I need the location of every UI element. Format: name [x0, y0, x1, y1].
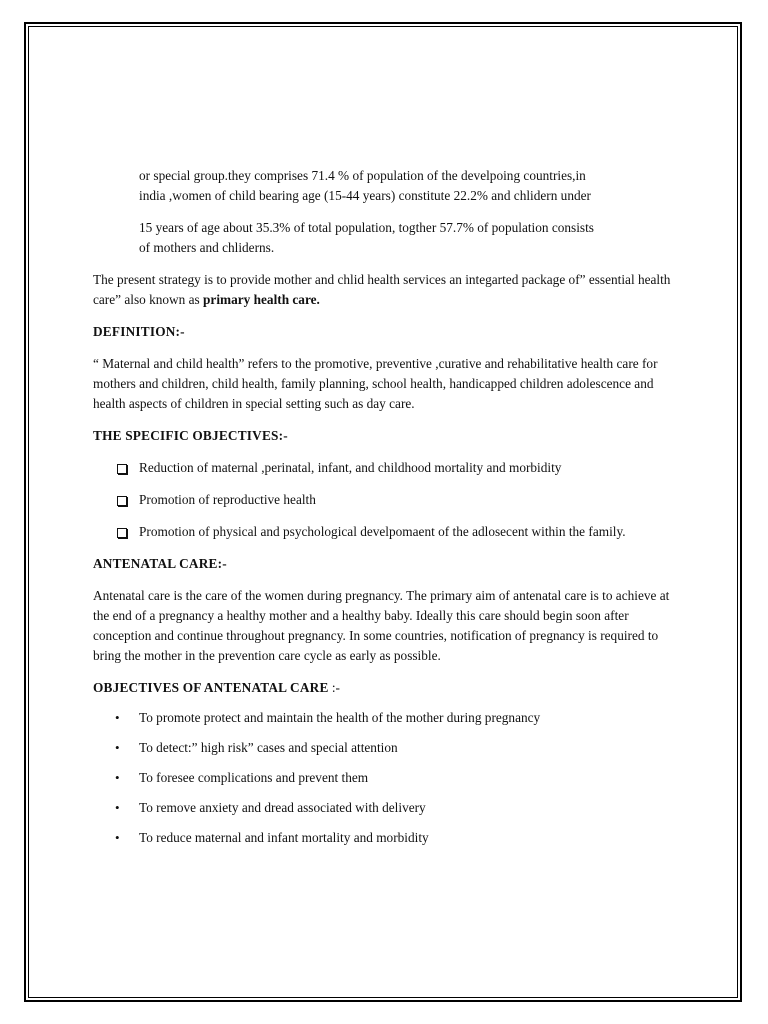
- intro-line-2: india ,women of child bearing age (15-44 years) constitute 22.2% and chlidern under: [139, 188, 591, 203]
- antenatal-objectives-heading: [93, 678, 677, 698]
- list-item: [93, 522, 677, 542]
- list-item: [93, 798, 677, 818]
- objective-text: Promotion of physical and psychological develpomaent of the adlosecent within the family.: [139, 524, 626, 539]
- definition-text: “ Maternal and child health” refers to the promotive, preventive ,curative and rehabilitative health care for mothers and children, child health, family planning, school health, handicapped children adolescence and health aspects of children in special setting such as day care.: [93, 356, 658, 411]
- bullet-icon: •: [115, 740, 120, 755]
- list-item: [93, 458, 677, 478]
- list-item: [93, 708, 677, 728]
- antenatal-objective-text: To promote protect and maintain the health of the mother during pregnancy: [139, 710, 541, 725]
- checkbox-icon: [117, 464, 127, 474]
- antenatal-text: Antenatal care is the care of the women during pregnancy. The primary aim of antenatal care is to achieve at the end of a pregnancy a healthy mother and a healthy baby. Ideally this care should begin soon after conception and continue throughout pregnancy. In some countries, notification of pregnancy is required to bring the mother in the prevention care cycle as early as possible.: [93, 588, 670, 663]
- intro-line-3: 15 years of age about 35.3% of total population, togther 57.7% of population consists: [139, 220, 594, 235]
- strategy-text: The present strategy is to provide mother and chlid health services an integarted package of” essential health care” also known as: [93, 272, 671, 307]
- intro-line-1: or special group.they comprises 71.4 % of population of the develpoing countries,in: [139, 168, 586, 183]
- list-item: [93, 828, 677, 848]
- bullet-icon: •: [115, 830, 120, 845]
- list-item: [93, 738, 677, 758]
- objectives-list: [93, 458, 677, 542]
- objective-text: Reduction of maternal ,perinatal, infant, and childhood mortality and morbidity: [139, 460, 562, 475]
- antenatal-objective-text: To detect:” high risk” cases and special attention: [139, 740, 398, 755]
- antenatal-heading: ANTENATAL CARE:-: [93, 556, 227, 571]
- document-body: [93, 166, 677, 848]
- objective-text: Promotion of reproductive health: [139, 492, 316, 507]
- intro-paragraph: [93, 166, 677, 258]
- bullet-icon: •: [115, 710, 120, 725]
- antenatal-objectives-list: [93, 708, 677, 848]
- strategy-bold-text: primary health care.: [203, 292, 320, 307]
- antenatal-objective-text: To reduce maternal and infant mortality and morbidity: [139, 830, 429, 845]
- intro-line-4: of mothers and chliderns.: [139, 240, 275, 255]
- objectives-heading: THE SPECIFIC OBJECTIVES:-: [93, 428, 288, 443]
- checkbox-icon: [117, 528, 127, 538]
- antenatal-objective-text: To remove anxiety and dread associated with delivery: [139, 800, 426, 815]
- definition-heading: DEFINITION:-: [93, 324, 185, 339]
- strategy-paragraph: [93, 270, 677, 310]
- bullet-icon: •: [115, 770, 120, 785]
- bullet-icon: •: [115, 800, 120, 815]
- list-item: [93, 768, 677, 788]
- antenatal-objectives-suffix: :-: [328, 680, 340, 695]
- antenatal-objective-text: To foresee complications and prevent them: [139, 770, 369, 785]
- antenatal-objectives-title: OBJECTIVES OF ANTENATAL CARE: [93, 680, 329, 695]
- checkbox-icon: [117, 496, 127, 506]
- list-item: [93, 490, 677, 510]
